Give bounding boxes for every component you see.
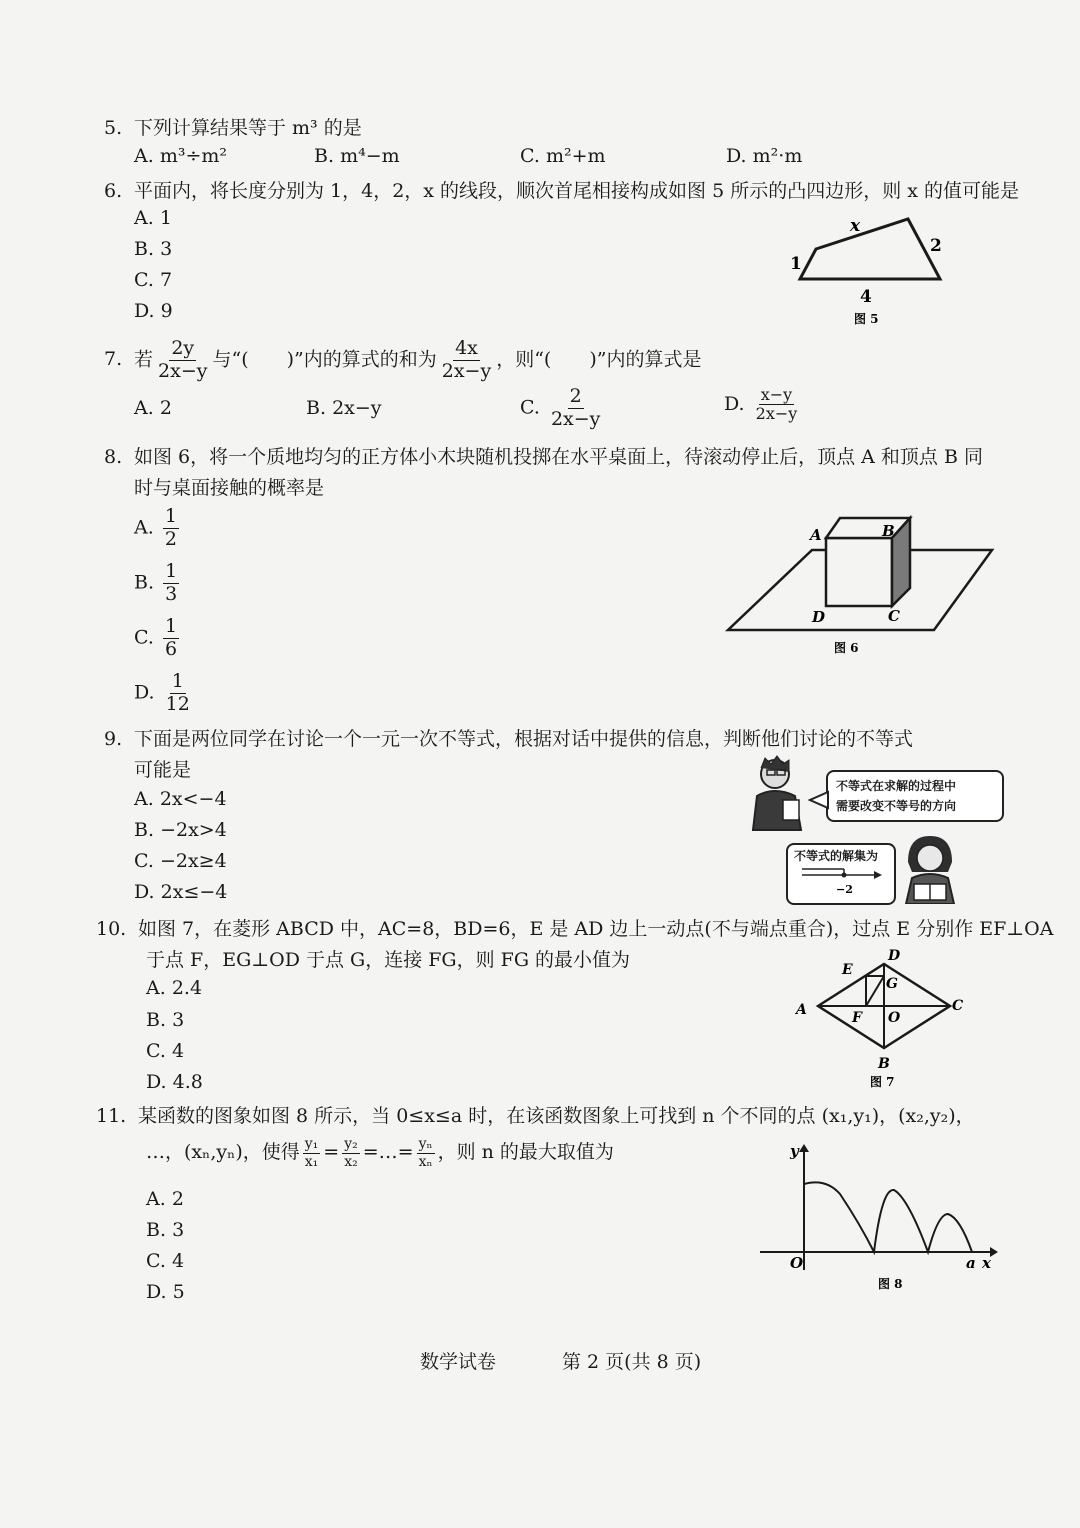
label-1: 1 [790, 254, 802, 274]
bubble-tail [808, 790, 830, 810]
label-a: A [810, 526, 822, 544]
label-e: E [842, 962, 853, 978]
option-a[interactable]: A. 1 [134, 207, 172, 229]
option-c[interactable]: C. $\frac{1}{6}$ [134, 615, 178, 660]
question-stem: 下面是两位同学在讨论一个一元一次不等式，根据对话中提供的信息，判断他们讨论的不等式 [134, 728, 914, 750]
number-line-icon [794, 865, 884, 897]
label-c: C [888, 607, 900, 625]
boy-student-icon [745, 752, 815, 832]
option-b[interactable]: B. −2x>4 [134, 819, 227, 841]
question-stem: 如图 6，将一个质地均匀的正方体小木块随机投掷在水平桌面上，待滚动停止后，顶点 A 和顶点 B 同 [134, 446, 983, 468]
speech-bubble-girl: 不等式的解集为 −2 [786, 843, 896, 905]
option-a[interactable]: A. m³÷m² [134, 145, 227, 167]
figure-7-rhombus [790, 942, 970, 1090]
option-a[interactable]: A. $\frac{1}{2}$ [134, 505, 177, 550]
question-5 [104, 113, 362, 140]
figure-8-function-graph [752, 1138, 1002, 1293]
option-a[interactable]: A. 2x<−4 [134, 788, 227, 810]
figure-caption: 图 7 [870, 1075, 895, 1089]
label-x: x [850, 216, 861, 236]
svg-text:−2: −2 [836, 883, 853, 896]
speech-bubble-boy: 不等式在求解的过程中 需要改变不等号的方向 [826, 770, 1004, 822]
option-c[interactable]: C. 4 [146, 1250, 185, 1272]
label-o: O [888, 1010, 901, 1026]
figure-caption: 图 6 [834, 641, 859, 655]
question-8 [104, 442, 983, 469]
figure-caption: 图 5 [854, 312, 879, 326]
option-d[interactable]: D. 5 [146, 1281, 185, 1303]
option-a[interactable]: A. 2.4 [146, 977, 203, 999]
option-d[interactable]: D. m²·m [726, 145, 803, 167]
option-b[interactable]: B. $\frac{1}{3}$ [134, 560, 178, 605]
option-b[interactable]: B. m⁴−m [314, 145, 400, 167]
option-c[interactable]: C. 7 [134, 269, 173, 291]
figure-caption: 图 8 [878, 1277, 903, 1291]
question-9 [104, 724, 913, 751]
question-stem: 如图 7，在菱形 ABCD 中，AC=8，BD=6，E 是 AD 边上一动点(不与端点重合)，过点 E 分别作 EF⊥OA [138, 918, 1054, 940]
label-d: D [888, 948, 901, 964]
label-b: B [878, 1056, 890, 1072]
label-o: O [790, 1254, 804, 1272]
option-d[interactable]: D. $\frac{1}{12}$ [134, 670, 190, 715]
question-10-line2: 于点 F，EG⊥OD 于点 G，连接 FG，则 FG 的最小值为 [146, 949, 631, 971]
label-d: D [812, 608, 826, 626]
figure-5-quadrilateral [780, 205, 960, 330]
option-c[interactable]: C. m²+m [520, 145, 606, 167]
question-number: 5. [104, 117, 123, 139]
label-x: x [982, 1254, 991, 1272]
option-c[interactable]: C. 4 [146, 1040, 185, 1062]
question-8-line2: 时与桌面接触的概率是 [134, 477, 325, 499]
option-c[interactable]: C. $\frac{2}{2x-y}$ [520, 385, 601, 430]
question-7: 7. 若 $\frac{2y}{2x-y}$ 与“( )”内的算式的和为 $\frac{4x}{2x-y}$ ，则“( )”内的算式是 [104, 337, 702, 382]
option-d[interactable]: D. 9 [134, 300, 173, 322]
option-b[interactable]: B. 3 [134, 238, 173, 260]
option-c[interactable]: C. −2x≥4 [134, 850, 227, 872]
question-stem: 下列计算结果等于 m³ 的是 [134, 117, 362, 139]
option-d[interactable]: D. 2x≤−4 [134, 881, 228, 903]
label-g: G [886, 976, 898, 992]
label-4: 4 [860, 287, 872, 307]
question-stem: 某函数的图象如图 8 所示，当 0≤x≤a 时，在该函数图象上可找到 n 个不同的点 (x₁,y₁)，(x₂,y₂)， [138, 1105, 975, 1127]
question-11-line2: …，(xₙ,yₙ)，使得 $\frac{\text{y₁}}{\text{x₁}}$ = $\frac{\text{y₂}}{\text{x₂}}$ =…= $\frac{\text{yₙ}}{\text{xₙ}}$ ，则 n 的最大取值为 [146, 1136, 614, 1170]
option-b[interactable]: B. 2x−y [306, 397, 382, 419]
footer-page-number: 第 2 页(共 8 页) [562, 1351, 702, 1373]
option-a[interactable]: A. 2 [134, 397, 172, 419]
fraction: $\frac{2y}{2x-y}$ [158, 337, 208, 382]
label-c: C [952, 998, 964, 1014]
question-11 [96, 1101, 975, 1128]
question-number: 8. [104, 446, 123, 468]
question-10 [96, 914, 1054, 941]
option-a[interactable]: A. 2 [146, 1188, 184, 1210]
figure-6-cube [722, 508, 1022, 658]
question-number: 9. [104, 728, 123, 750]
label-b: B [882, 522, 895, 540]
question-6 [104, 176, 1019, 203]
question-stem: 平面内，将长度分别为 1，4，2，x 的线段，顺次首尾相接构成如图 5 所示的凸四边形，则 x 的值可能是 [134, 180, 1020, 202]
label-a: a [966, 1254, 976, 1272]
option-d[interactable]: D. $\frac{x-y}{2x-y}$ [724, 385, 798, 424]
question-number: 11. [96, 1105, 127, 1127]
option-b[interactable]: B. 3 [146, 1009, 185, 1031]
label-y: y [790, 1142, 799, 1160]
label-a: A [796, 1002, 807, 1018]
question-number: 10. [96, 918, 127, 940]
girl-student-icon [898, 832, 962, 904]
fraction: $\frac{4x}{2x-y}$ [441, 337, 492, 382]
label-f: F [852, 1010, 862, 1026]
footer-subject: 数学试卷 [420, 1351, 497, 1373]
option-b[interactable]: B. 3 [146, 1219, 185, 1241]
question-number: 7. [104, 348, 123, 371]
question-number: 6. [104, 180, 123, 202]
question-9-line2: 可能是 [134, 759, 192, 781]
option-d[interactable]: D. 4.8 [146, 1071, 203, 1093]
label-2: 2 [930, 236, 942, 256]
